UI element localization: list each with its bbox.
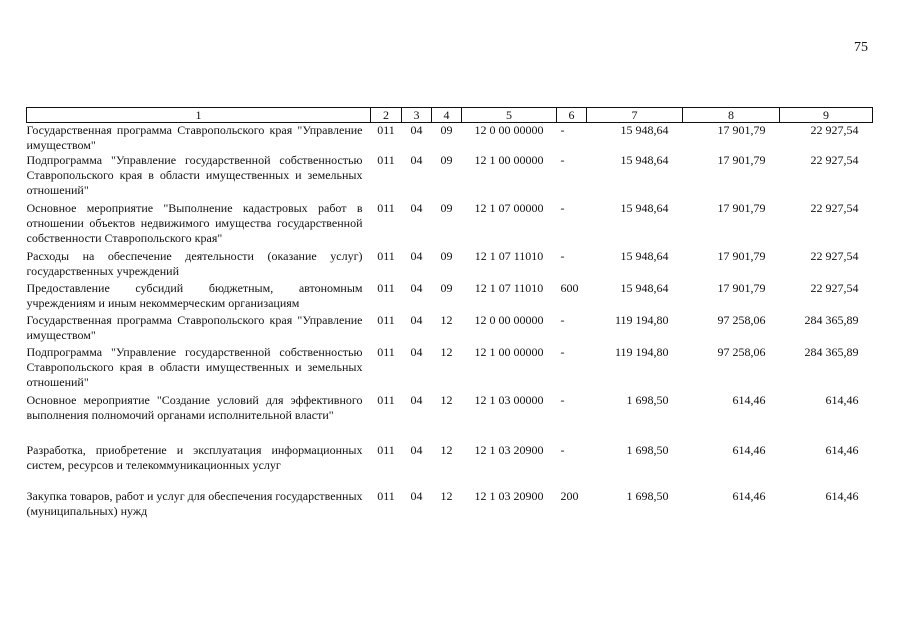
subsection-code: 12 — [440, 489, 453, 503]
row-name: Разработка, приобретение и эксплуатация информационных систем, ресурсов и телекоммуникационных услуг — [26, 443, 363, 472]
amount-year-2: 614,46 — [732, 489, 766, 503]
target-code: 12 1 07 00000 — [474, 201, 544, 215]
table-row — [27, 393, 873, 443]
amount-year-2: 97 258,06 — [717, 313, 766, 327]
subsection-code: 09 — [440, 153, 453, 167]
expense-type-code: - — [560, 313, 565, 327]
section-code: 04 — [410, 123, 423, 137]
section-code: 04 — [410, 489, 423, 503]
amount-year-1: 119 194,80 — [614, 313, 669, 327]
target-code: 12 1 03 20900 — [474, 443, 544, 457]
section-code: 04 — [410, 281, 423, 295]
table-row — [27, 345, 873, 393]
target-code: 12 1 07 11010 — [474, 281, 544, 295]
section-code: 04 — [410, 201, 423, 215]
amount-year-3: 284 365,89 — [804, 313, 859, 327]
column-header: 7 — [587, 108, 683, 123]
ministry-code: 011 — [377, 393, 395, 407]
column-header: 5 — [462, 108, 557, 123]
row-name: Подпрограмма "Управление государственной собственностью Ставропольского края в области имущественных и земельных отношений" — [26, 153, 363, 197]
amount-year-2: 97 258,06 — [717, 345, 766, 359]
column-header: 8 — [683, 108, 780, 123]
section-code: 04 — [410, 345, 423, 359]
subsection-code: 09 — [440, 249, 453, 263]
row-name: Основное мероприятие "Создание условий для эффективного выполнения полномочий органами исполнительной власти" — [26, 393, 363, 422]
table-row — [27, 249, 873, 281]
row-name: Подпрограмма "Управление государственной собственностью Ставропольского края в области имущественных и земельных отношений" — [26, 345, 363, 389]
row-name: Государственная программа Ставропольского края "Управление имуществом" — [26, 313, 363, 342]
target-code: 12 1 07 11010 — [474, 249, 544, 263]
amount-year-1: 1 698,50 — [626, 443, 669, 457]
amount-year-1: 15 948,64 — [620, 123, 669, 137]
column-header: 9 — [780, 108, 873, 123]
table-row — [27, 123, 873, 154]
expense-type-code: - — [560, 153, 565, 167]
table-row — [27, 313, 873, 345]
amount-year-2: 17 901,79 — [717, 281, 766, 295]
section-code: 04 — [410, 443, 423, 457]
ministry-code: 011 — [377, 123, 395, 137]
target-code: 12 1 00 00000 — [474, 153, 544, 167]
expense-type-code: 600 — [560, 281, 579, 295]
target-code: 12 1 03 00000 — [474, 393, 544, 407]
target-code: 12 0 00 00000 — [474, 123, 544, 137]
ministry-code: 011 — [377, 489, 395, 503]
ministry-code: 011 — [377, 249, 395, 263]
table-row — [27, 201, 873, 249]
table-row — [27, 489, 873, 535]
amount-year-2: 17 901,79 — [717, 153, 766, 167]
row-name: Закупка товаров, работ и услуг для обеспечения государственных (муниципальных) нужд — [26, 489, 363, 518]
amount-year-3: 614,46 — [825, 443, 859, 457]
column-header: 4 — [432, 108, 462, 123]
amount-year-1: 15 948,64 — [620, 249, 669, 263]
subsection-code: 12 — [440, 393, 453, 407]
amount-year-1: 15 948,64 — [620, 281, 669, 295]
expense-type-code: - — [560, 201, 565, 215]
ministry-code: 011 — [377, 201, 395, 215]
column-header: 3 — [402, 108, 432, 123]
subsection-code: 09 — [440, 201, 453, 215]
amount-year-3: 22 927,54 — [810, 153, 859, 167]
expense-type-code: - — [560, 249, 565, 263]
amount-year-2: 614,46 — [732, 393, 766, 407]
amount-year-2: 17 901,79 — [717, 201, 766, 215]
ministry-code: 011 — [377, 345, 395, 359]
target-code: 12 0 00 00000 — [474, 313, 544, 327]
page-number: 75 — [854, 40, 868, 55]
amount-year-1: 119 194,80 — [614, 345, 669, 359]
section-code: 04 — [410, 313, 423, 327]
expense-type-code: - — [560, 345, 565, 359]
amount-year-3: 22 927,54 — [810, 281, 859, 295]
subsection-code: 09 — [440, 281, 453, 295]
row-name: Государственная программа Ставропольского края "Управление имуществом" — [26, 123, 363, 152]
amount-year-1: 15 948,64 — [620, 153, 669, 167]
amount-year-3: 22 927,54 — [810, 201, 859, 215]
budget-table — [26, 107, 873, 535]
row-name: Предоставление субсидий бюджетным, автономным учреждениям и иным некоммерческим организациям — [26, 281, 363, 310]
amount-year-1: 1 698,50 — [626, 489, 669, 503]
ministry-code: 011 — [377, 281, 395, 295]
expense-type-code: - — [560, 123, 565, 137]
subsection-code: 12 — [440, 313, 453, 327]
expense-type-code: - — [560, 443, 565, 457]
table-row — [27, 443, 873, 489]
target-code: 12 1 03 20900 — [474, 489, 544, 503]
expense-type-code: 200 — [560, 489, 579, 503]
amount-year-1: 15 948,64 — [620, 201, 669, 215]
column-header: 1 — [27, 108, 371, 123]
amount-year-2: 17 901,79 — [717, 123, 766, 137]
table-body — [27, 123, 873, 536]
ministry-code: 011 — [377, 153, 395, 167]
section-code: 04 — [410, 153, 423, 167]
ministry-code: 011 — [377, 313, 395, 327]
subsection-code: 09 — [440, 123, 453, 137]
amount-year-3: 614,46 — [825, 489, 859, 503]
section-code: 04 — [410, 249, 423, 263]
column-header: 6 — [557, 108, 587, 123]
row-name: Расходы на обеспечение деятельности (оказание услуг) государственных учреждений — [26, 249, 363, 278]
amount-year-3: 22 927,54 — [810, 123, 859, 137]
target-code: 12 1 00 00000 — [474, 345, 544, 359]
subsection-code: 12 — [440, 443, 453, 457]
row-name: Основное мероприятие "Выполнение кадастровых работ в отношении объектов недвижимого имущества государственной собственности Ставропольского края" — [26, 201, 363, 245]
amount-year-3: 284 365,89 — [804, 345, 859, 359]
table-row — [27, 153, 873, 201]
amount-year-3: 614,46 — [825, 393, 859, 407]
amount-year-2: 17 901,79 — [717, 249, 766, 263]
table-row — [27, 281, 873, 313]
table-header-row — [27, 108, 873, 123]
amount-year-3: 22 927,54 — [810, 249, 859, 263]
column-header: 2 — [371, 108, 402, 123]
amount-year-1: 1 698,50 — [626, 393, 669, 407]
section-code: 04 — [410, 393, 423, 407]
amount-year-2: 614,46 — [732, 443, 766, 457]
expense-type-code: - — [560, 393, 565, 407]
ministry-code: 011 — [377, 443, 395, 457]
subsection-code: 12 — [440, 345, 453, 359]
